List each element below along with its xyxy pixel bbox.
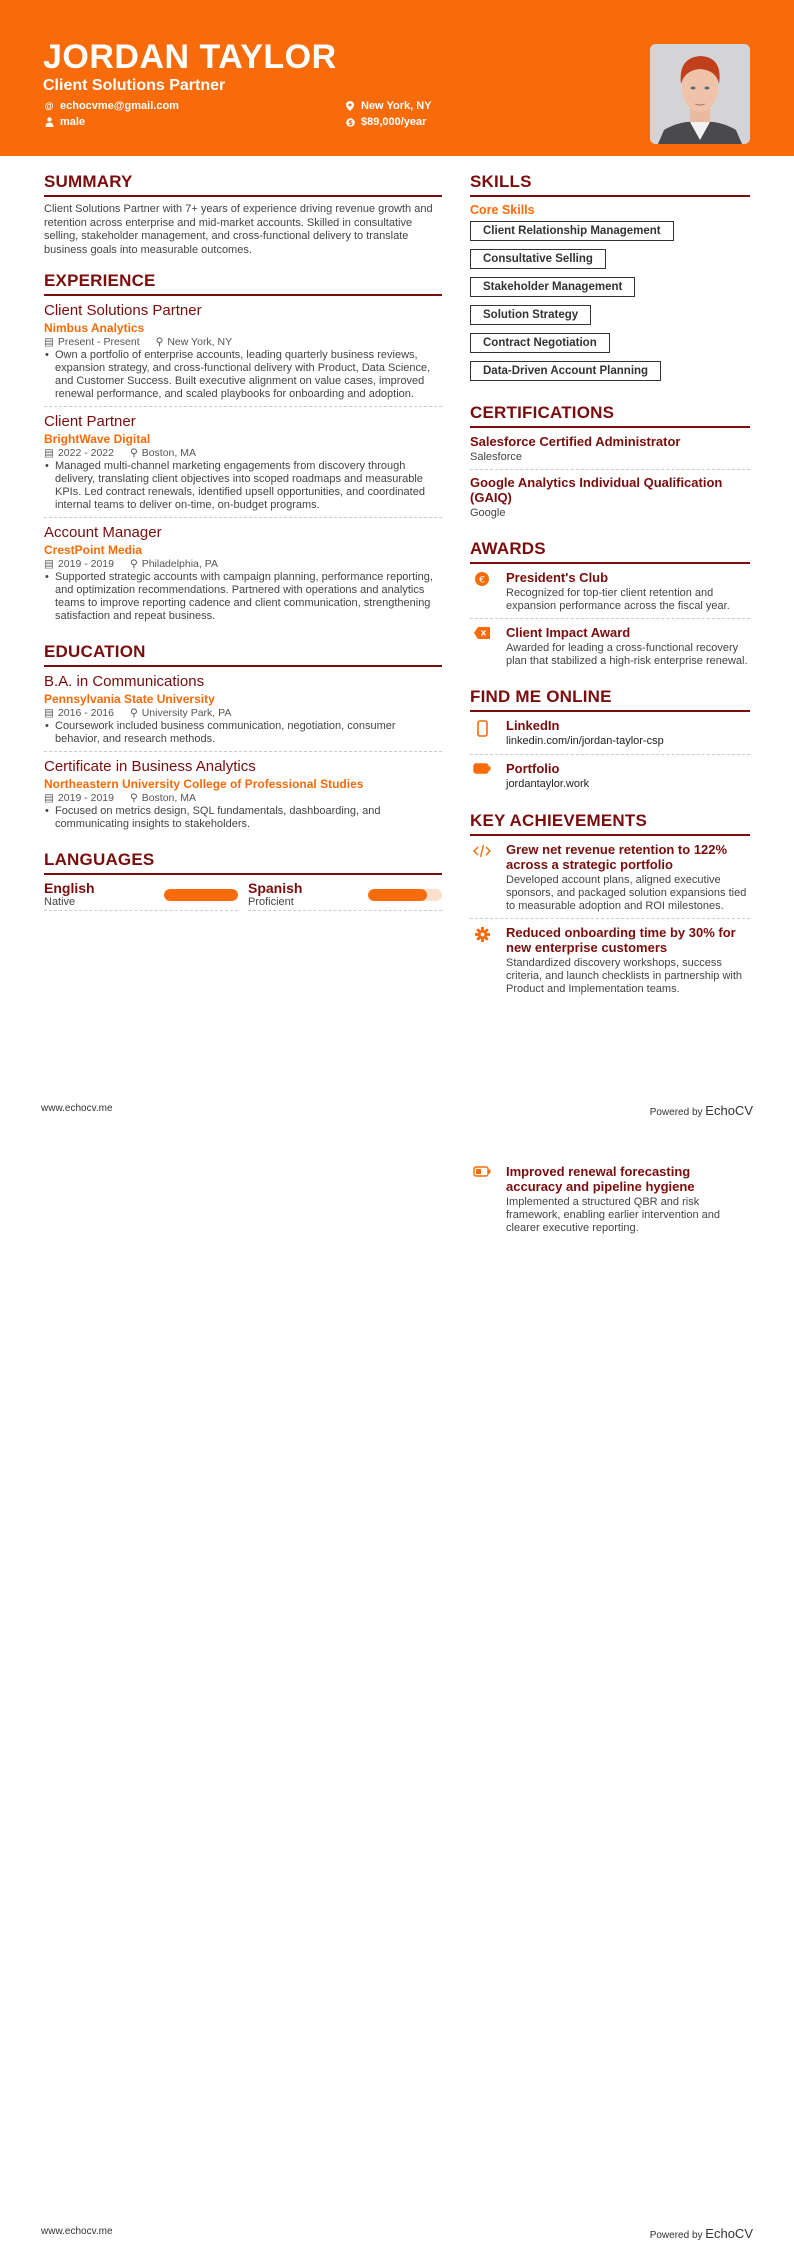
certifications-section (470, 403, 750, 525)
achievement-name: Reduced onboarding time by 30% for new enterprise customers (506, 925, 736, 955)
language-level: Native (44, 896, 76, 908)
tag-x-icon (470, 625, 494, 668)
online-item (470, 761, 750, 797)
section-title-experience: EXPERIENCE (44, 271, 442, 296)
education-item (44, 673, 442, 752)
edu-bullet: • Coursework included business communication, negotiation, consumer behavior, and research methods. (44, 720, 442, 746)
salary-text: $89,000/year (361, 116, 427, 128)
certification-issuer: Salesforce (470, 451, 522, 463)
map-pin-icon: ⚲ (129, 792, 138, 804)
money-icon (345, 117, 355, 127)
footer-brand: EchoCV (705, 2226, 753, 2241)
edu-dates: 2016 - 2016 (57, 707, 114, 719)
euro-coin-icon (470, 570, 494, 613)
online-name: LinkedIn (506, 718, 560, 733)
achievement-item (470, 925, 750, 1001)
achievement-desc: Implemented a structured QBR and risk framework, enabling earlier intervention and clearer executive reporting. (506, 1196, 721, 1234)
experience-item (44, 524, 442, 628)
calendar-icon: ▤ (44, 447, 54, 459)
degree-name: Certificate in Business Analytics (44, 758, 256, 775)
job-dates: 2019 - 2019 (57, 558, 114, 570)
footer-site[interactable]: www.echocv.me (41, 2226, 113, 2237)
award-desc: Recognized for top-tier client retention and expansion performance across the fiscal year. (506, 587, 730, 612)
job-title: Client Solutions Partner (44, 302, 202, 319)
calendar-icon: ▤ (44, 558, 54, 570)
skills-group-title: Core Skills (470, 203, 535, 217)
job-bullet: • Own a portfolio of enterprise accounts, leading quarterly business reviews, expansion strategy, and cross-functional delivery with Product, Data Science, and Customer Success. Built executive alignment on value cases, improved renewal performance, and scaled playbooks for onboarding and adoption. (44, 349, 442, 401)
code-icon (470, 842, 494, 913)
battery-icon (470, 761, 494, 792)
company-name: BrightWave Digital (44, 432, 151, 446)
gear-icon (470, 925, 494, 996)
achievements-continued (470, 1164, 750, 1246)
edu-location: University Park, PA (141, 707, 232, 719)
achievement-desc: Developed account plans, aligned executive sponsors, and packaged solution expansions tied to measurable adoption and ROI milestones. (506, 874, 747, 912)
awards-section (470, 539, 750, 673)
job-bullet: • Managed multi-channel marketing engagements from discovery through delivery, translating client objectives into scoped roadmaps and measurable KPIs. Led contract renewals, identified upsell opportunities, and coordinated internal teams to deliver on-time, on-budget programs. (44, 460, 442, 512)
contact-gender (44, 116, 85, 128)
section-title-education: EDUCATION (44, 642, 442, 667)
user-icon (44, 117, 54, 127)
education-item (44, 758, 442, 836)
school-name: Pennsylvania State University (44, 692, 215, 706)
footer-powered: Powered by EchoCV (649, 1103, 753, 1118)
job-dates: Present - Present (57, 336, 140, 348)
achievement-item (470, 1164, 750, 1240)
language-proficiency-bar (368, 889, 442, 901)
job-location: Philadelphia, PA (141, 558, 218, 570)
map-pin-icon (345, 101, 355, 111)
certification-issuer: Google (470, 507, 506, 519)
languages-section (44, 850, 442, 911)
summary-section (44, 172, 442, 257)
achievements-section (470, 811, 750, 1001)
candidate-name: JORDAN TAYLOR (43, 38, 337, 76)
online-url[interactable]: jordantaylor.work (506, 778, 590, 790)
achievement-name: Improved renewal forecasting accuracy and pipeline hygiene (506, 1164, 695, 1194)
school-name: Northeastern University College of Professional Studies (44, 777, 364, 791)
map-pin-icon: ⚲ (129, 447, 138, 459)
edu-bullet: • Focused on metrics design, SQL fundamentals, dashboarding, and communicating insights to stakeholders. (44, 805, 442, 831)
job-title: Account Manager (44, 524, 162, 541)
certification-name: Google Analytics Individual Qualification (GAIQ) (470, 475, 723, 505)
degree-name: B.A. in Communications (44, 673, 205, 690)
resume-header (0, 0, 794, 156)
email-text: echocvme@gmail.com (60, 100, 179, 112)
online-name: Portfolio (506, 761, 560, 776)
right-column (470, 172, 750, 1015)
map-pin-icon: ⚲ (129, 707, 138, 719)
company-name: Nimbus Analytics (44, 321, 145, 335)
section-title-online: FIND ME ONLINE (470, 687, 750, 712)
edu-location: Boston, MA (141, 792, 196, 804)
company-name: CrestPoint Media (44, 543, 143, 557)
battery-half-icon (470, 1164, 494, 1235)
skills-section (470, 172, 750, 389)
language-name: English (44, 880, 95, 896)
footer-powered: Powered by EchoCV (649, 2226, 753, 2241)
map-pin-icon: ⚲ (129, 558, 138, 570)
contact-location (345, 100, 432, 112)
achievement-name: Grew net revenue retention to 122% across a strategic portfolio (506, 842, 728, 872)
edu-dates: 2019 - 2019 (57, 792, 114, 804)
award-desc: Awarded for leading a cross-functional recovery plan that stabilized a high-risk enterprise renewal. (506, 642, 748, 667)
left-column (44, 172, 442, 925)
language-item (44, 881, 238, 911)
experience-item (44, 302, 442, 407)
at-icon: @ (44, 101, 54, 111)
online-section (470, 687, 750, 797)
online-url[interactable]: linkedin.com/in/jordan-taylor-csp (506, 735, 664, 747)
education-section (44, 642, 442, 836)
section-title-achievements: KEY ACHIEVEMENTS (470, 811, 750, 836)
certification-name: Salesforce Certified Administrator (470, 434, 681, 449)
candidate-title: Client Solutions Partner (43, 77, 226, 94)
skill-tag: Contract Negotiation (470, 333, 610, 353)
award-item (470, 570, 750, 619)
language-item (248, 881, 442, 911)
certification-item (470, 434, 750, 470)
section-title-awards: AWARDS (470, 539, 750, 564)
job-dates: 2022 - 2022 (57, 447, 114, 459)
job-title: Client Partner (44, 413, 136, 430)
skill-tag: Consultative Selling (470, 249, 606, 269)
calendar-icon: ▤ (44, 336, 54, 348)
svg-text:$: $ (347, 118, 353, 127)
page-footer (0, 2226, 794, 2241)
award-name: President's Club (506, 570, 609, 585)
achievement-item (470, 842, 750, 919)
job-bullet: • Supported strategic accounts with campaign planning, performance reporting, and optimization recommendations. Partnered with operations and analytics teams to improve reporting cadence and client communication, strengthening satisfaction and repeat business. (44, 571, 442, 623)
award-name: Client Impact Award (506, 625, 631, 640)
section-title-skills: SKILLS (470, 172, 750, 197)
mobile-icon (470, 718, 494, 749)
calendar-icon: ▤ (44, 707, 54, 719)
summary-text: Client Solutions Partner with 7+ years of experience driving revenue growth and retention across enterprise and mid-market accounts. Skilled in consultative selling, stakeholder management, and cross-functional delivery to translate business goals into measurable outcomes. (44, 203, 433, 256)
section-title-languages: LANGUAGES (44, 850, 442, 875)
skill-tag: Data-Driven Account Planning (470, 361, 661, 381)
skill-tag: Stakeholder Management (470, 277, 635, 297)
section-title-certifications: CERTIFICATIONS (470, 403, 750, 428)
map-pin-icon: ⚲ (155, 336, 164, 348)
certification-item (470, 475, 750, 525)
profile-photo (650, 44, 750, 144)
language-proficiency-bar (164, 889, 238, 901)
experience-item (44, 413, 442, 518)
footer-site[interactable]: www.echocv.me (41, 1103, 113, 1114)
job-location: New York, NY (167, 336, 233, 348)
online-item (470, 718, 750, 755)
language-name: Spanish (248, 880, 303, 896)
contact-email (44, 100, 179, 112)
experience-section (44, 271, 442, 628)
skill-tag: Solution Strategy (470, 305, 591, 325)
language-level: Proficient (248, 896, 294, 908)
svg-text:€: € (479, 575, 485, 586)
page-footer (0, 1103, 794, 1118)
calendar-icon: ▤ (44, 792, 54, 804)
skill-tag: Client Relationship Management (470, 221, 674, 241)
award-item (470, 625, 750, 673)
footer-brand: EchoCV (705, 1103, 753, 1118)
section-title-summary: SUMMARY (44, 172, 442, 197)
job-location: Boston, MA (141, 447, 196, 459)
contact-salary (345, 116, 426, 128)
gender-text: male (60, 116, 86, 128)
location-text: New York, NY (361, 100, 432, 112)
achievement-desc: Standardized discovery workshops, success criteria, and launch checklists in partnership with Product and Implementation teams. (506, 957, 743, 995)
